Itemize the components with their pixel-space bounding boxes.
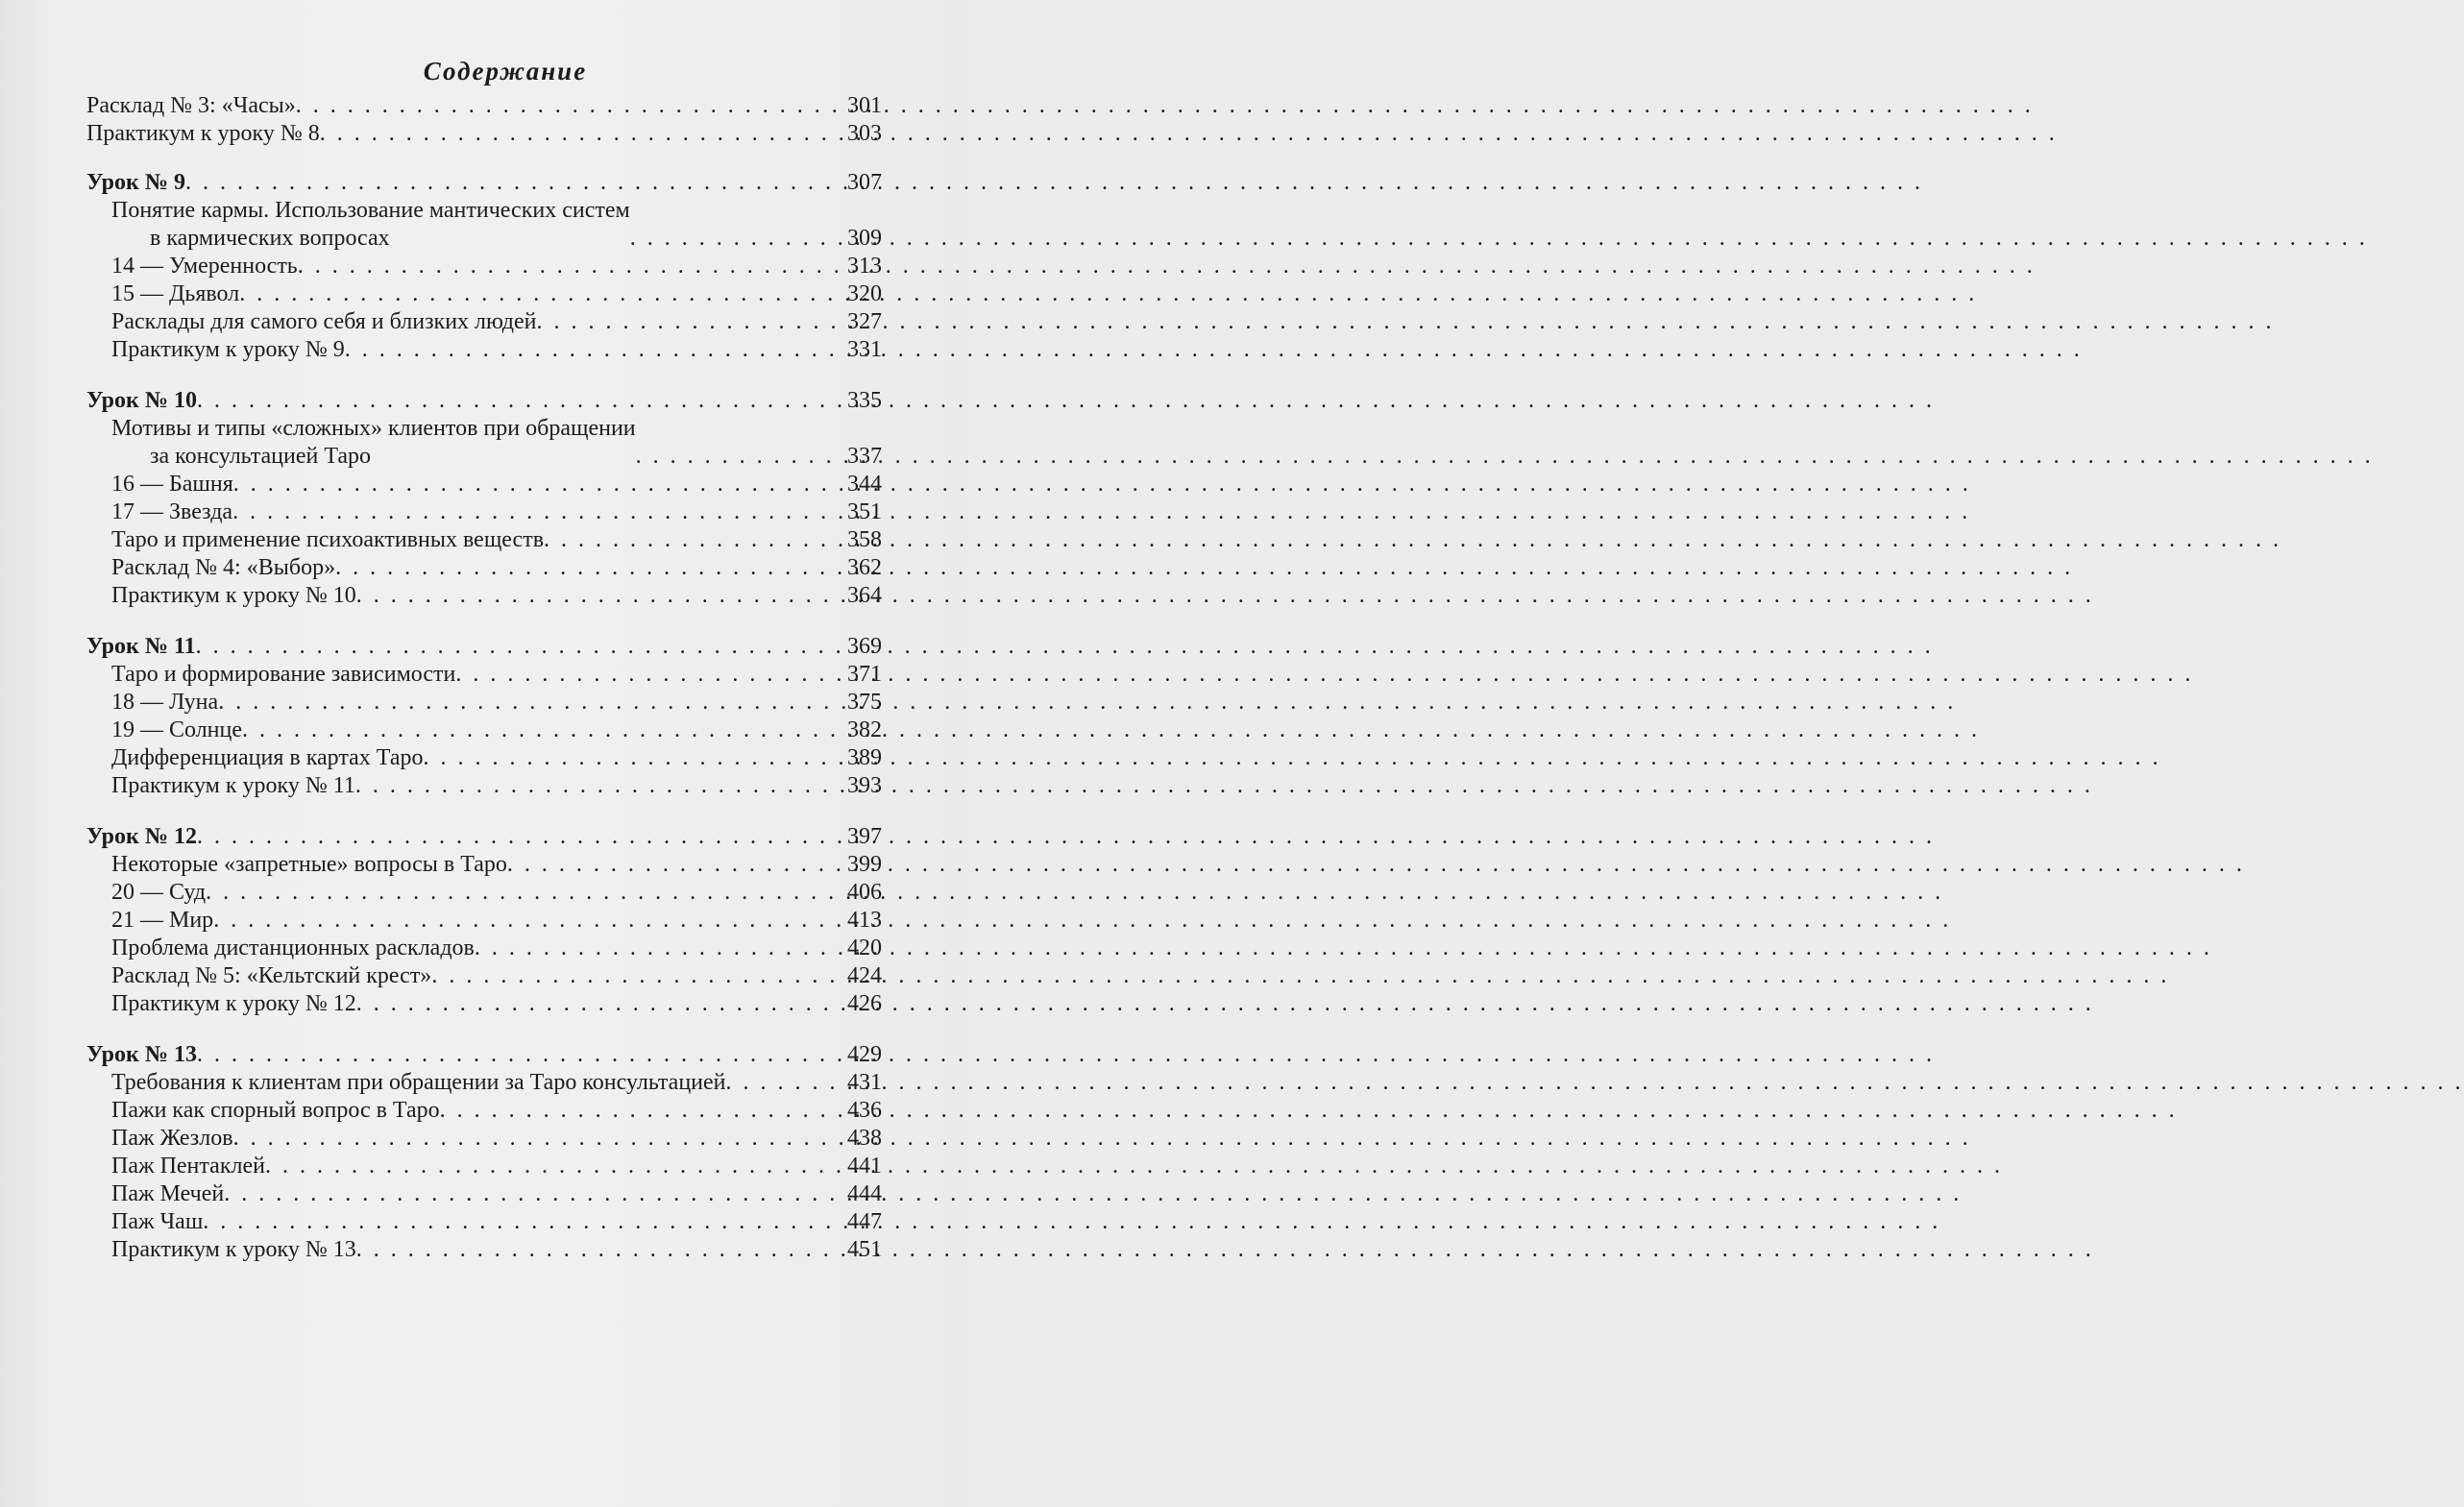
toc-lesson-entry <box>86 823 882 851</box>
toc-page-number: 424 <box>847 963 882 988</box>
leader-dots <box>424 744 842 772</box>
book-page <box>0 0 969 1507</box>
toc-entry <box>86 1208 882 1236</box>
toc-entry <box>86 907 882 935</box>
toc-page-number: 397 <box>847 824 882 849</box>
toc-entry-title: Таро и формирование зависимости <box>111 662 456 687</box>
leader-dots <box>298 253 842 280</box>
toc-entry-title: Паж Чаш <box>111 1209 204 1234</box>
toc-page-number: 431 <box>847 1070 882 1095</box>
toc-entry-title: Расклады для самого себя и близких людей <box>111 309 537 334</box>
toc-lesson-entry <box>86 387 882 415</box>
toc-entry <box>86 415 882 471</box>
toc-page-number: 301 <box>847 93 882 118</box>
toc-page-number: 447 <box>847 1209 882 1234</box>
leader-dots <box>335 554 842 582</box>
leader-dots <box>536 308 842 336</box>
toc-entry-title: Практикум к уроку № 8 <box>86 121 320 146</box>
toc-page-number: 375 <box>847 690 882 715</box>
toc-entry-title: Практикум к уроку № 9 <box>111 337 345 362</box>
toc-page-number: 382 <box>847 717 882 742</box>
toc-entry-title: Расклад № 3: «Часы» <box>86 93 296 118</box>
leader-dots <box>630 225 842 253</box>
toc-entry-title: Некоторые «запретные» вопросы в Таро <box>111 852 507 877</box>
leader-dots <box>196 633 842 661</box>
toc-entry-title: 21 — Мир <box>111 908 214 933</box>
toc-entry <box>86 1125 882 1153</box>
toc-page-number: 389 <box>847 745 882 770</box>
toc-page-number: 331 <box>847 337 882 362</box>
toc-page-number: 429 <box>847 1042 882 1067</box>
toc-entry-title <box>111 197 630 253</box>
toc-entry-title: Урок № 10 <box>86 388 197 413</box>
toc-entry-title: Требования к клиентам при обращении за Таро консультацией <box>111 1070 726 1095</box>
leader-dots <box>213 907 842 935</box>
leader-dots <box>206 879 842 907</box>
toc-lesson-entry <box>86 169 882 197</box>
toc-entry <box>86 526 882 554</box>
toc-entry <box>86 471 882 498</box>
leader-dots <box>507 851 842 879</box>
toc-entry-title: Дифференциация в картах Таро <box>111 745 424 770</box>
leader-dots <box>233 1125 842 1153</box>
toc-entry-title: Пажи как спорный вопрос в Таро <box>111 1098 440 1123</box>
toc-entry-title: Урок № 9 <box>86 170 185 195</box>
toc-page-number: 344 <box>847 472 882 497</box>
toc-section <box>86 1041 882 1264</box>
toc-entry <box>86 935 882 962</box>
toc-list <box>86 92 882 1264</box>
toc-entry <box>86 197 882 253</box>
toc-entry-title <box>111 415 636 471</box>
toc-page-number: 307 <box>847 170 882 195</box>
leader-dots <box>197 1041 842 1069</box>
toc-page-number: 436 <box>847 1098 882 1123</box>
toc-entry <box>86 498 882 526</box>
toc-entry <box>86 253 882 280</box>
toc-entry <box>86 1180 882 1208</box>
toc-entry-title-line2: в кармических вопросах <box>150 226 390 251</box>
leader-dots <box>218 689 842 717</box>
toc-entry <box>86 582 882 610</box>
toc-entry-title: Проблема дистанционных раскладов <box>111 936 475 960</box>
toc-entry <box>86 717 882 744</box>
toc-heading: Содержание <box>423 57 588 85</box>
toc-entry <box>86 1069 882 1097</box>
toc-entry <box>86 990 882 1018</box>
toc-page-number: 426 <box>847 991 882 1016</box>
toc-page-number: 371 <box>847 662 882 687</box>
toc-page-number: 393 <box>847 773 882 798</box>
toc-lesson-entry <box>86 633 882 661</box>
toc-page-number: 320 <box>847 281 882 306</box>
leader-dots <box>203 1208 842 1236</box>
toc-entry-title: 16 — Башня <box>111 472 233 497</box>
toc-entry-title: Паж Мечей <box>111 1181 225 1206</box>
toc-entry-title: Урок № 12 <box>86 824 197 849</box>
toc-entry-title: Практикум к уроку № 11 <box>111 773 355 798</box>
leader-dots <box>197 823 842 851</box>
toc-entry <box>86 120 882 148</box>
toc-entry <box>86 772 882 800</box>
toc-entry-title: 20 — Суд <box>111 880 207 905</box>
toc-entry-title: 18 — Луна <box>111 690 219 715</box>
toc-entry-title: Практикум к уроку № 12 <box>111 991 356 1016</box>
toc-entry-title: Практикум к уроку № 13 <box>111 1237 356 1262</box>
toc-entry-title: Паж Пентаклей <box>111 1154 265 1179</box>
leader-dots <box>356 582 842 610</box>
toc-entry-title: Расклад № 4: «Выбор» <box>111 555 336 580</box>
leader-dots <box>431 962 842 990</box>
toc-page-number: 358 <box>847 527 882 552</box>
toc-page-number: 420 <box>847 936 882 960</box>
leader-dots <box>636 443 842 471</box>
toc-page-number: 313 <box>847 254 882 279</box>
leader-dots <box>345 336 842 364</box>
toc-page-number: 406 <box>847 880 882 905</box>
toc-entry-title-line1: Понятие кармы. Использование мантических систем <box>111 198 630 223</box>
toc-entry <box>86 554 882 582</box>
toc-entry-title-line1: Мотивы и типы «сложных» клиентов при обращении <box>111 416 636 441</box>
toc-entry <box>86 92 882 120</box>
table-of-contents <box>86 50 882 1287</box>
toc-section <box>86 633 882 800</box>
toc-page-number: 451 <box>847 1237 882 1262</box>
toc-page-number: 327 <box>847 309 882 334</box>
toc-page-number: 335 <box>847 388 882 413</box>
toc-page-number: 438 <box>847 1126 882 1151</box>
toc-entry <box>86 661 882 689</box>
toc-entry <box>86 879 882 907</box>
toc-entry-title: 19 — Солнце <box>111 717 243 742</box>
toc-section <box>86 387 882 610</box>
toc-page-number: 362 <box>847 555 882 580</box>
toc-entry-title: 15 — Дьявол <box>111 281 240 306</box>
toc-entry-title: Урок № 13 <box>86 1042 197 1067</box>
toc-page-number: 303 <box>847 121 882 146</box>
toc-section <box>86 823 882 1018</box>
toc-entry-title: Таро и применение психоактивных веществ <box>111 527 545 552</box>
toc-entry <box>86 308 882 336</box>
leader-dots <box>544 526 842 554</box>
toc-entry <box>86 1236 882 1264</box>
leader-dots <box>224 1180 842 1208</box>
toc-page-number: 309 <box>847 226 882 251</box>
toc-section <box>86 169 882 364</box>
toc-entry <box>86 962 882 990</box>
toc-entry-title: 14 — Умеренность <box>111 254 298 279</box>
toc-lesson-entry <box>86 1041 882 1069</box>
toc-entry-title: Паж Жезлов <box>111 1126 233 1151</box>
toc-entry-title-line2: за консультацией Таро <box>150 444 372 469</box>
toc-entry-title: Урок № 11 <box>86 634 196 659</box>
leader-dots <box>242 717 842 744</box>
toc-page-number: 441 <box>847 1154 882 1179</box>
leader-dots <box>726 1069 842 1097</box>
toc-page-number: 364 <box>847 583 882 608</box>
toc-page-number: 413 <box>847 908 882 933</box>
toc-page-number: 369 <box>847 634 882 659</box>
toc-entry-title: Практикум к уроку № 10 <box>111 583 356 608</box>
leader-dots <box>265 1153 842 1180</box>
toc-entry <box>86 1097 882 1125</box>
toc-entry-title: 17 — Звезда <box>111 499 233 524</box>
leader-dots <box>320 120 842 148</box>
toc-entry-title: Расклад № 5: «Кельтский крест» <box>111 963 432 988</box>
toc-entry <box>86 336 882 364</box>
leader-dots <box>197 387 842 415</box>
leader-dots <box>475 935 842 962</box>
toc-page-number: 399 <box>847 852 882 877</box>
toc-page-number: 351 <box>847 499 882 524</box>
toc-page-number: 337 <box>847 444 882 469</box>
leader-dots <box>233 471 842 498</box>
toc-page-number: 444 <box>847 1181 882 1206</box>
leader-dots <box>296 92 842 120</box>
toc-section <box>86 92 882 148</box>
leader-dots <box>239 280 842 308</box>
leader-dots <box>355 772 842 800</box>
leader-dots <box>232 498 842 526</box>
toc-entry <box>86 280 882 308</box>
leader-dots <box>356 990 842 1018</box>
toc-entry <box>86 744 882 772</box>
toc-entry <box>86 689 882 717</box>
leader-dots <box>356 1236 842 1264</box>
leader-dots <box>440 1097 842 1125</box>
toc-entry <box>86 1153 882 1180</box>
toc-entry <box>86 851 882 879</box>
leader-dots <box>455 661 842 689</box>
leader-dots <box>185 169 842 197</box>
